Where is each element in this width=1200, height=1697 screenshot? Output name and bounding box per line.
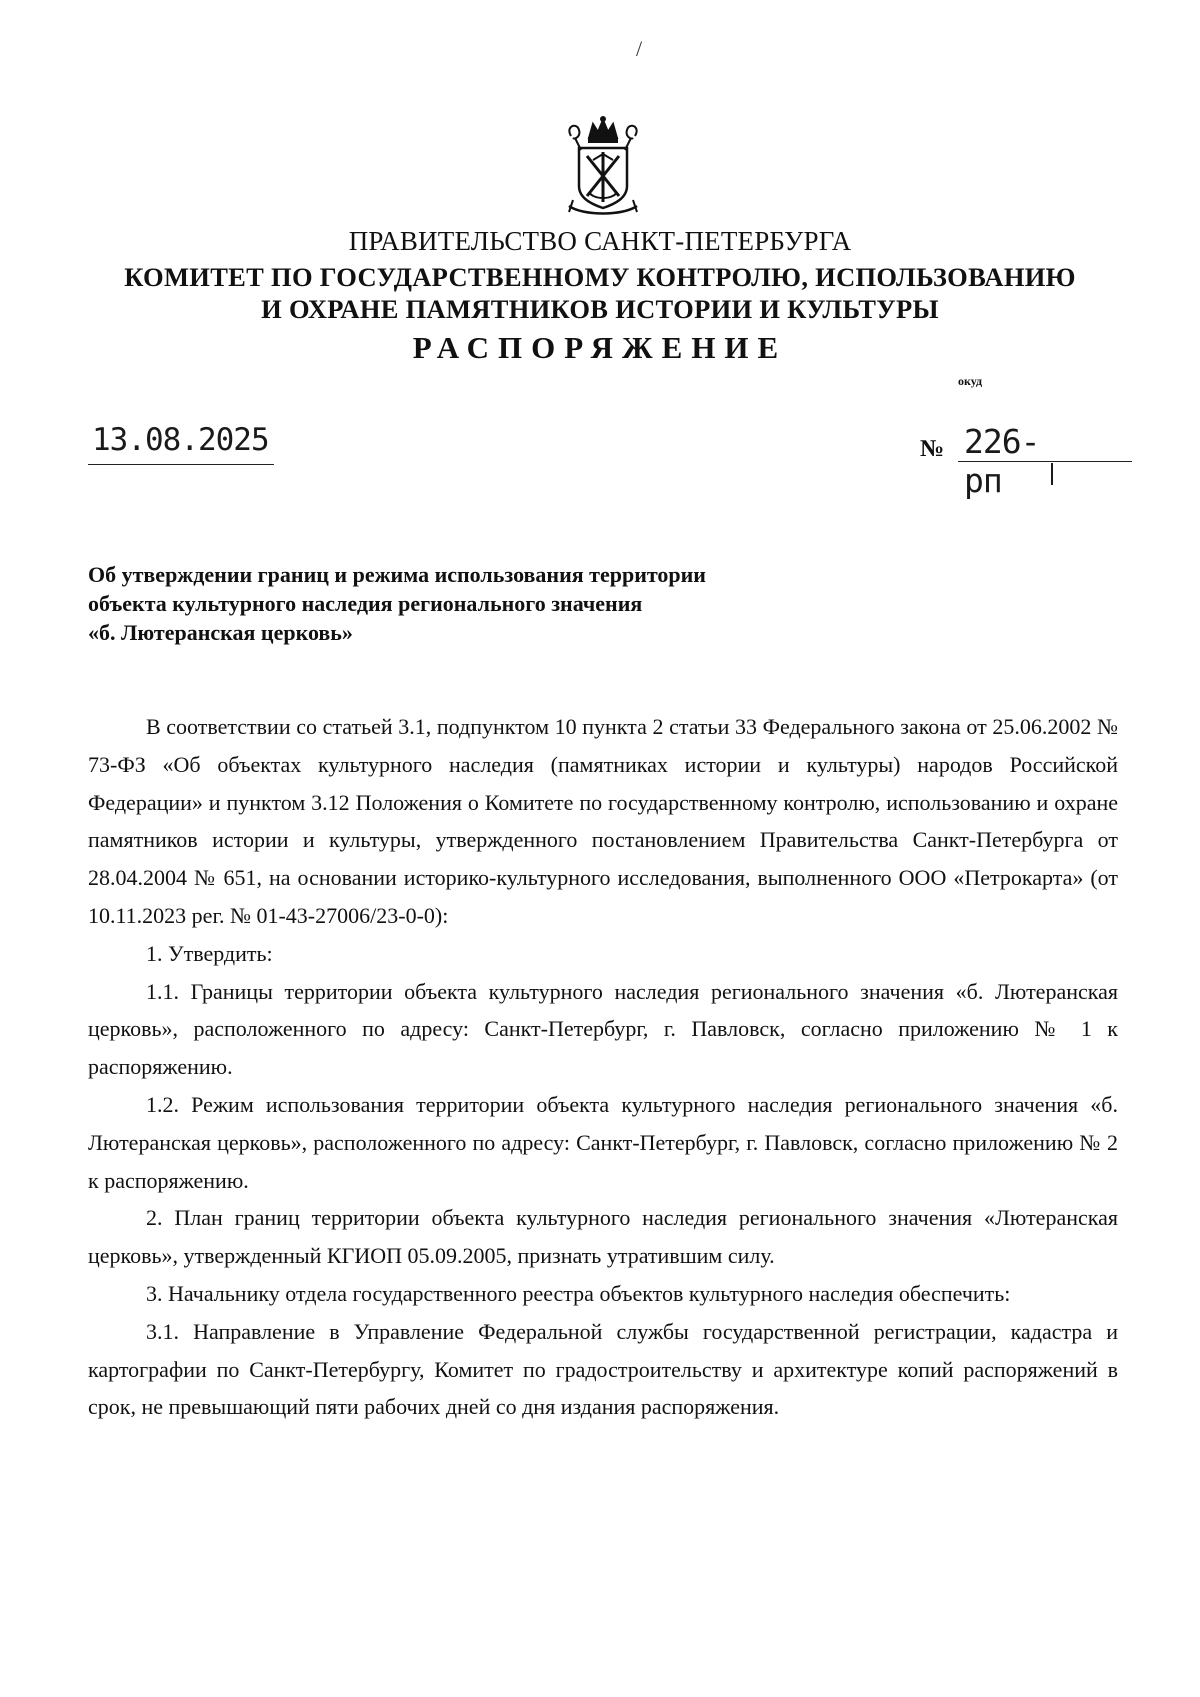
preamble-paragraph: В соответствии со статьей 3.1, подпунктом 10 пункта 2 статьи 33 Федерального закона от 25.06.2002 № 73-ФЗ «Об объектах культурного наследия (памятниках истории и культуры) народов Российской Федерации» и пунктом 3.12 Положения о Комитете по государственному контролю, использованию и охране памятников истории и культуры, утвержденного постановлением Правительства Санкт-Петербурга от 28.04.2004 № 651, на основании историко-культурного исследования, выполненного ООО «Петрокарта» (от 10.11.2023 рег. № 01-43-27006/23-0-0): xyxy=(88,714,1118,928)
document-date-field xyxy=(88,420,274,465)
clause-3-1: 3.1. Направление в Управление Федеральной службы государственной регистрации, кадастра и картографии по Санкт-Петербургу, Комитет по градостроительству и архитектуре копий распоряжений в срок, не превышающий пяти рабочих дней со дня издания распоряжения. xyxy=(88,1318,1118,1420)
subject-line: «б. Лютеранская церковь» xyxy=(88,620,353,645)
document-date: 13.08.2025 xyxy=(92,422,269,458)
government-title: ПРАВИТЕЛЬСТВО САНКТ-ПЕТЕРБУРГА xyxy=(348,226,852,256)
coat-of-arms-icon xyxy=(563,116,643,218)
clause-1-2: 1.2. Режим использования территории объекта культурного наследия регионального значения «б. Лютеранская церковь», расположенного по адресу: Санкт-Петербург, г. Павловск, согласно приложению № 2 к распоряжению. xyxy=(88,1091,1118,1193)
subject-heading xyxy=(88,560,706,647)
document-body xyxy=(88,708,1118,1426)
stray-pen-mark: / xyxy=(636,36,643,61)
clause-3: 3. Начальнику отдела государственного реестра объектов культурного наследия обеспечить: xyxy=(146,1280,1011,1306)
committee-name-line-2: И ОХРАНЕ ПАМЯТНИКОВ ИСТОРИИ И КУЛЬТУРЫ xyxy=(261,294,939,324)
handwriting-stroke xyxy=(1051,463,1053,485)
number-underline xyxy=(958,461,1132,462)
subject-line: Об утверждении границ и режима использования территории xyxy=(88,562,706,587)
document-type-title: РАСПОРЯЖЕНИЕ xyxy=(412,330,788,365)
clause-2: 2. План границ территории объекта культурного наследия регионального значения «Лютеранская церковь», утвержденный КГИОП 05.09.2005, признать утратившим силу. xyxy=(88,1205,1118,1269)
okud-label: окуд xyxy=(958,374,983,388)
clause-1: 1. Утвердить: xyxy=(146,940,273,966)
number-sign: № xyxy=(920,436,945,462)
subject-line: объекта культурного наследия регионального значения xyxy=(88,591,643,616)
committee-name-line-1: КОМИТЕТ ПО ГОСУДАРСТВЕННОМУ КОНТРОЛЮ, ИСПОЛЬЗОВАНИЮ xyxy=(124,262,1076,292)
clause-1-1: 1.1. Границы территории объекта культурного наследия регионального значения «б. Лютеранская церковь», расположенного по адресу: Санкт-Петербург, г. Павловск, согласно приложению № 1 к распоряжению. xyxy=(88,978,1118,1080)
document-number: 226-рп xyxy=(964,422,1040,500)
